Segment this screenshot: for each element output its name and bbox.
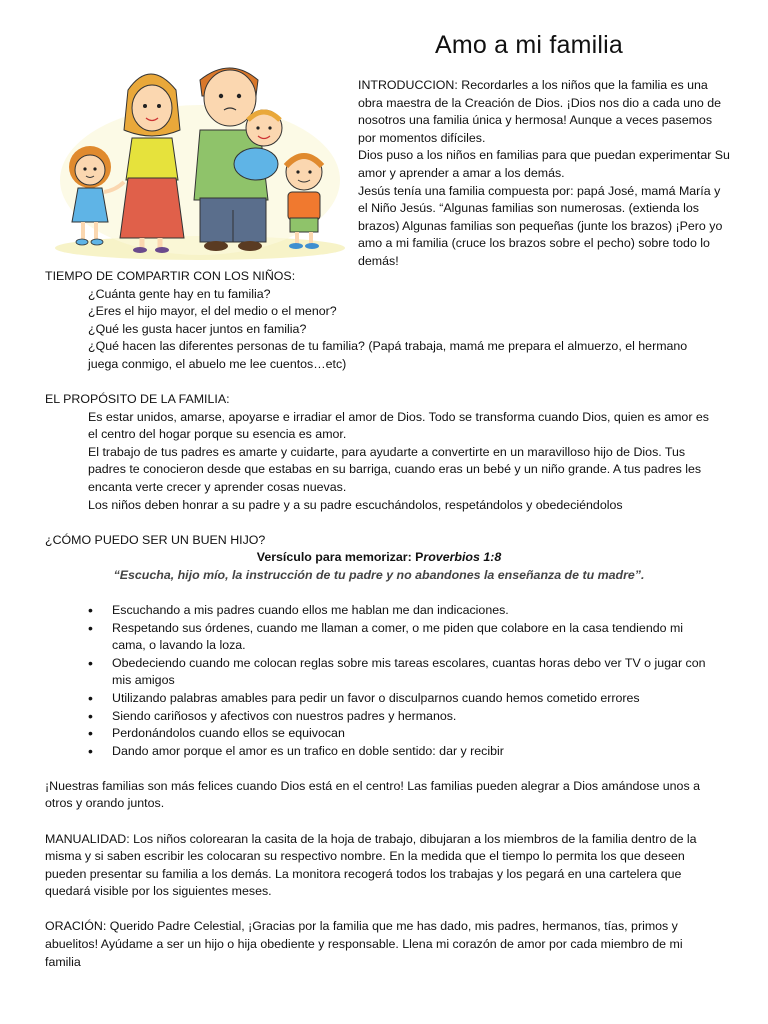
verse-label: Versículo para memorizar: P (256, 550, 424, 565)
sharing-question: ¿Qué hacen las diferentes personas de tu familia? (Papá trabaja, mamá me prepara el almuerzo, el hermano juega conmigo, el abuelo me lee cuentos…etc) (88, 339, 688, 371)
sharing-question: ¿Eres el hijo mayor, el del medio o el menor? (88, 304, 337, 319)
mother-figure (120, 74, 184, 253)
intro-paragraph: Dios puso a los niños en familias para que puedan experimentar Su amor y aprender a amar a los demás. (358, 148, 730, 180)
good-child-list (45, 602, 713, 760)
purpose-paragraph: Es estar unidos, amarse, apoyarse e irradiar el amor de Dios. Todo se transforma cuando Dios, quien es amor es el centro del hogar porque su esencia es amor. (88, 409, 709, 442)
purpose-paragraph: El trabajo de tus padres es amarte y cuidarte, para ayudarte a convertirte en un maravilloso hijo de Dios. Tus padres te conocieron desde que estabas en su barriga, cuando eras un bebé y un niño grande. A tus padres les encanta verte crecer y aprender cosas nuevas. (88, 444, 702, 495)
list-item: • Respetando sus órdenes, cuando me llaman a comer, o me piden que colabore en la casa tendiendo mi cama, o lavando la loza. (45, 620, 713, 655)
memory-verse: “Escucha, hijo mío, la instrucción de tu padre y no abandones la enseñanza de tu madre”. (113, 567, 645, 582)
sharing-question: ¿Qué les gusta hacer juntos en familia? (88, 321, 307, 336)
purpose-paragraph: Los niños deben honrar a su padre y a su padre escuchándolos, respetándolos y obedeciéndolos (88, 497, 623, 512)
list-item: • Dando amor porque el amor es un trafico en doble sentido: dar y recibir (45, 743, 713, 761)
intro-paragraph: Jesús tenía una familia compuesta por: papá José, mamá María y el Niño Jesús. “Algunas familias son numerosas. (extienda los brazos) Algunas familias son pequeñas (junte los brazos) ¡Pero yo amo a mi familia (cruce los brazos sobre el pecho) sobre todo lo demás! (358, 183, 723, 268)
list-item: • Siendo cariñosos y afectivos con nuestros padres y hermanos. (45, 708, 713, 726)
sharing-question: ¿Cuánta gente hay en tu familia? (88, 286, 271, 301)
list-item: • Obedeciendo cuando me colocan reglas sobre mis tareas escolares, cuantas horas debo ver TV o jugar con mis amigos (45, 655, 713, 690)
craft-paragraph: MANUALIDAD: Los niños colorearan la casita de la hoja de trabajo, dibujaran a los miembros de la familia dentro de la misma y si saben escribir les colocaran su respectivo nombre. En la medida que el tiempo lo permita los que deseen pueden presentar su familia a los demás. La monitora recogerá todos los trabajas y los pegará en una cartelera que quedará visible por los siguientes meses. (45, 831, 697, 899)
introduction (358, 77, 730, 271)
family-illustration (50, 50, 350, 262)
section-heading-sharing: TIEMPO DE COMPARTIR CON LOS NIÑOS: (45, 269, 296, 283)
closing-paragraph: ¡Nuestras familias son más felices cuando Dios está en el centro! Las familias pueden alegrar a Dios amándose unos a otros y orando juntos. (45, 778, 700, 811)
prayer-paragraph: ORACIÓN: Querido Padre Celestial, ¡Gracias por la familia que me has dado, mis padres, hermanos, tías, primos y abuelitos! Ayúdame a ser un hijo o hija obediente y responsable. Llena mi corazón de amor por cada miembro de mi familia (45, 919, 683, 969)
list-item: • Perdonándolos cuando ellos se equivocan (45, 725, 713, 743)
verse-reference (45, 549, 713, 567)
document-body (45, 268, 713, 971)
list-item: • Escuchando a mis padres cuando ellos me hablan me dan indicaciones. (45, 602, 713, 620)
section-heading-good-child: ¿CÓMO PUEDO SER UN BUEN HIJO? (45, 532, 266, 547)
page-title: Amo a mi familia (435, 31, 623, 59)
intro-paragraph: INTRODUCCION: Recordarles a los niños que la familia es una obra maestra de la Creación de Dios. ¡Dios nos dio a cada uno de nosotros una familia única y hermosa! Aunque a veces pasemos por momentos difíciles. (358, 78, 721, 145)
section-heading-purpose: EL PROPÓSITO DE LA FAMILIA: (45, 392, 230, 407)
verse-citation: roverbios 1:8 (423, 550, 502, 565)
list-item: • Utilizando palabras amables para pedir un favor o disculparnos cuando hemos cometido errores (45, 690, 713, 708)
